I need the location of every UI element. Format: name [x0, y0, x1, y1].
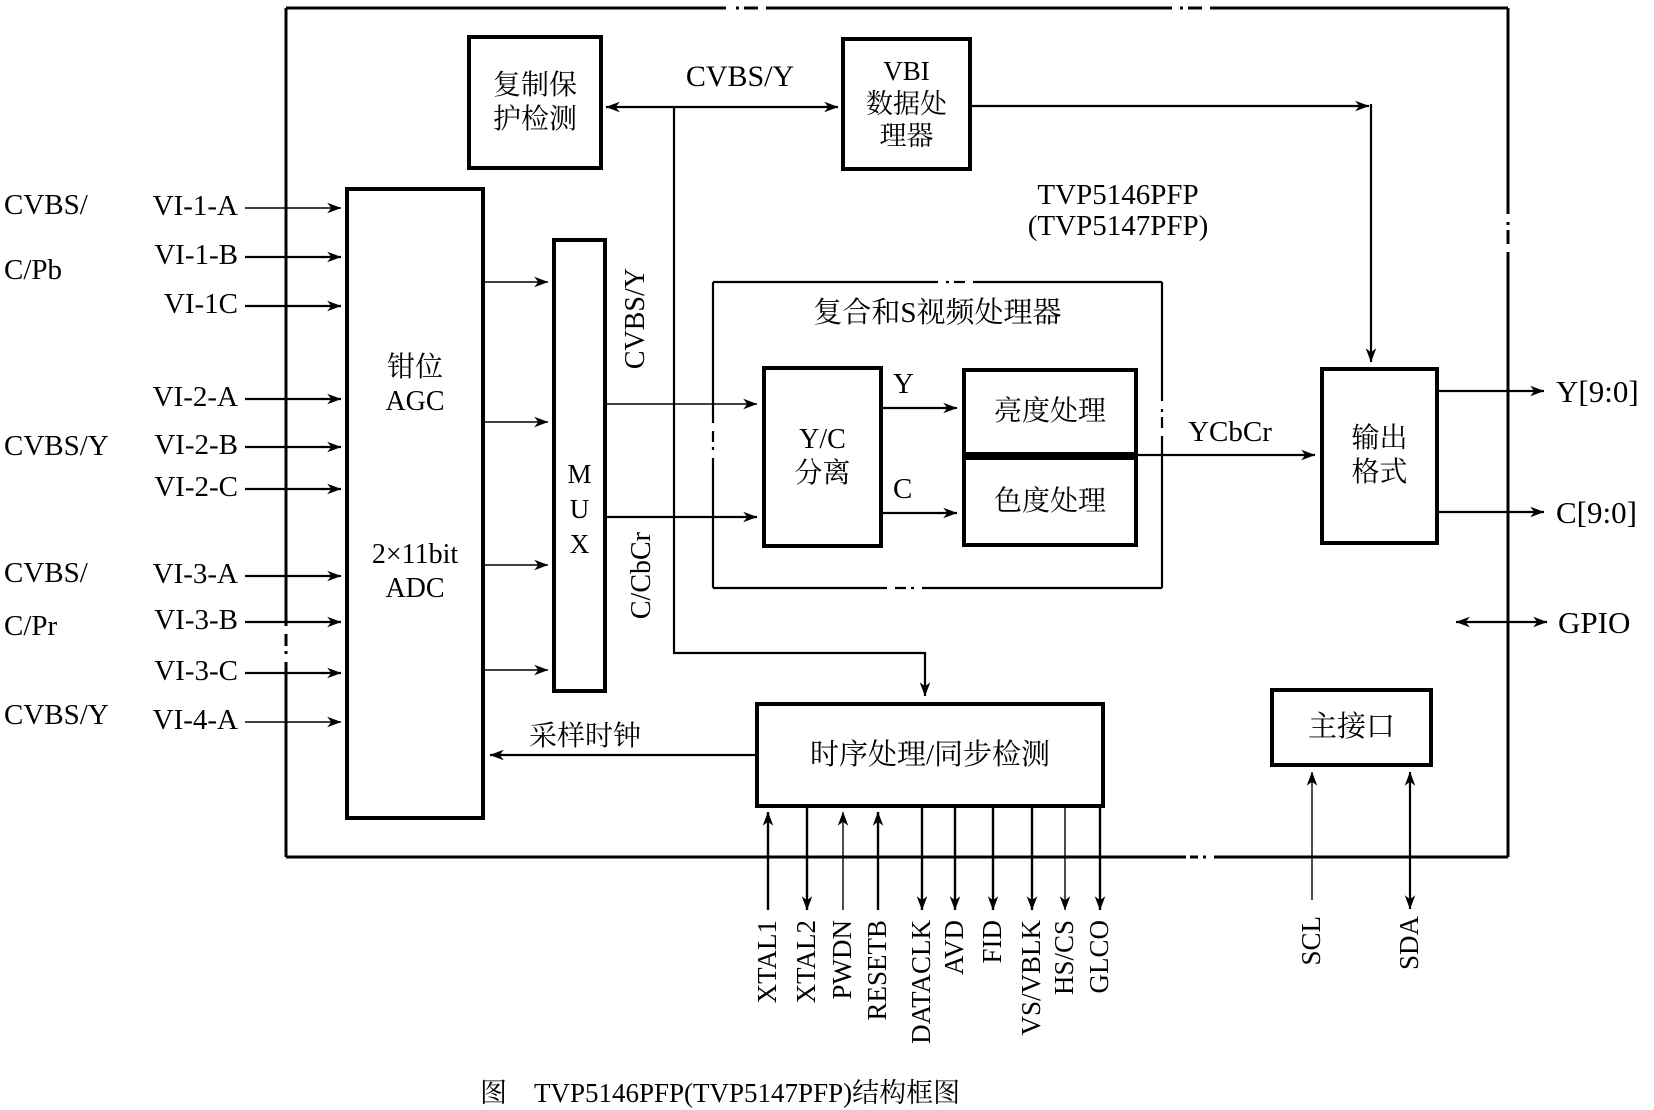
mux-block	[552, 238, 607, 693]
input-group-label: CVBS/	[4, 189, 88, 221]
bottom-pin-label: HS/CS	[1049, 920, 1079, 996]
c-wire-label: C	[893, 473, 913, 505]
input-pin-label: VI-4-A	[152, 704, 238, 736]
bottom-pin-label: VS/VBLK	[1016, 920, 1046, 1036]
caption-fragment: 图 TVP5146PFP(TVP5147PFP)结构框图	[480, 1078, 961, 1108]
y-wire-label: Y	[893, 368, 914, 400]
ycbcr-label: YCbCr	[1188, 416, 1272, 448]
yc-label-line1: Y/C	[799, 424, 846, 456]
input-pin-label: VI-2-B	[154, 429, 238, 461]
scl-pin-label: SCL	[1296, 916, 1326, 966]
yc-separation-block	[762, 366, 883, 548]
output-format-label-line1: 输出	[1351, 423, 1408, 455]
chroma-label: 色度处理	[993, 485, 1106, 517]
mux-out-ccbcr-label: C/CbCr	[626, 532, 657, 620]
copy-protect-label-line1: 复制保	[492, 69, 577, 101]
input-pin-label: VI-2-A	[152, 381, 238, 413]
host-interface-label: 主接口	[1307, 711, 1395, 744]
output-format-label-line2: 格式	[1351, 457, 1408, 488]
mux-out-cvbsy-label: CVBS/Y	[620, 268, 651, 370]
c-bus-label: C[9:0]	[1556, 495, 1637, 530]
bottom-pin-label: AVD	[939, 920, 969, 976]
copy-protect-block	[467, 35, 603, 170]
input-pin-label: VI-1-B	[154, 239, 238, 271]
copy-protect-label-line2: 护检测	[492, 103, 577, 135]
vbi-label-line2: 数据处	[866, 88, 947, 119]
bottom-pin-label: PWDN	[827, 920, 857, 1000]
sda-pin-label: SDA	[1394, 916, 1424, 971]
agc-adc-block	[345, 187, 485, 820]
bottom-pin-label: RESETB	[862, 920, 892, 1021]
input-group-label: C/Pr	[4, 610, 58, 642]
luma-label: 亮度处理	[993, 396, 1106, 428]
adc-label: 2×11bit ADC	[371, 539, 459, 604]
bottom-pin-label: XTAL1	[752, 920, 782, 1004]
input-pin-label: VI-1-A	[152, 190, 238, 222]
input-pin-label: VI-3-B	[154, 604, 238, 636]
video-processor-title: 复合和S视频处理器	[813, 297, 1062, 329]
bottom-pin-label: XTAL2	[791, 920, 821, 1004]
agc-label: 钳位 AGC	[385, 352, 445, 417]
input-pin-label: VI-2-C	[154, 471, 238, 503]
yc-label-line2: 分离	[794, 458, 851, 489]
timing-sync-block	[755, 702, 1105, 808]
mux-label: M U X	[567, 459, 592, 559]
vbi-label-line3: 理器	[879, 121, 934, 152]
input-pin-label: VI-3-A	[152, 558, 238, 590]
input-pin-label: VI-3-C	[154, 655, 238, 687]
bottom-pin-label: GLCO	[1084, 920, 1114, 994]
y-bus-label: Y[9:0]	[1556, 374, 1639, 409]
input-group-label: C/Pb	[4, 254, 63, 286]
input-group-label: CVBS/Y	[4, 699, 109, 731]
bottom-pin-label: DATACLK	[906, 920, 936, 1044]
input-group-label: CVBS/	[4, 557, 88, 589]
bottom-pin-label: FID	[977, 920, 1007, 964]
chroma-processing-block	[962, 456, 1138, 547]
chip-part-number: TVP5146PFP (TVP5147PFP)	[1027, 179, 1209, 242]
input-group-label: CVBS/Y	[4, 430, 109, 462]
gpio-label: GPIO	[1558, 605, 1631, 640]
timing-label: 时序处理/同步检测	[809, 738, 1051, 771]
output-format-block	[1320, 367, 1439, 545]
sample-clock-label: 采样时钟	[528, 721, 641, 752]
luma-processing-block	[962, 368, 1138, 456]
vbi-processor-block	[841, 37, 972, 171]
input-pin-label: VI-1C	[163, 288, 238, 320]
cvbsy-top-label: CVBS/Y	[685, 60, 795, 93]
host-interface-block	[1270, 688, 1433, 767]
vbi-label-line1: VBI	[883, 56, 930, 87]
